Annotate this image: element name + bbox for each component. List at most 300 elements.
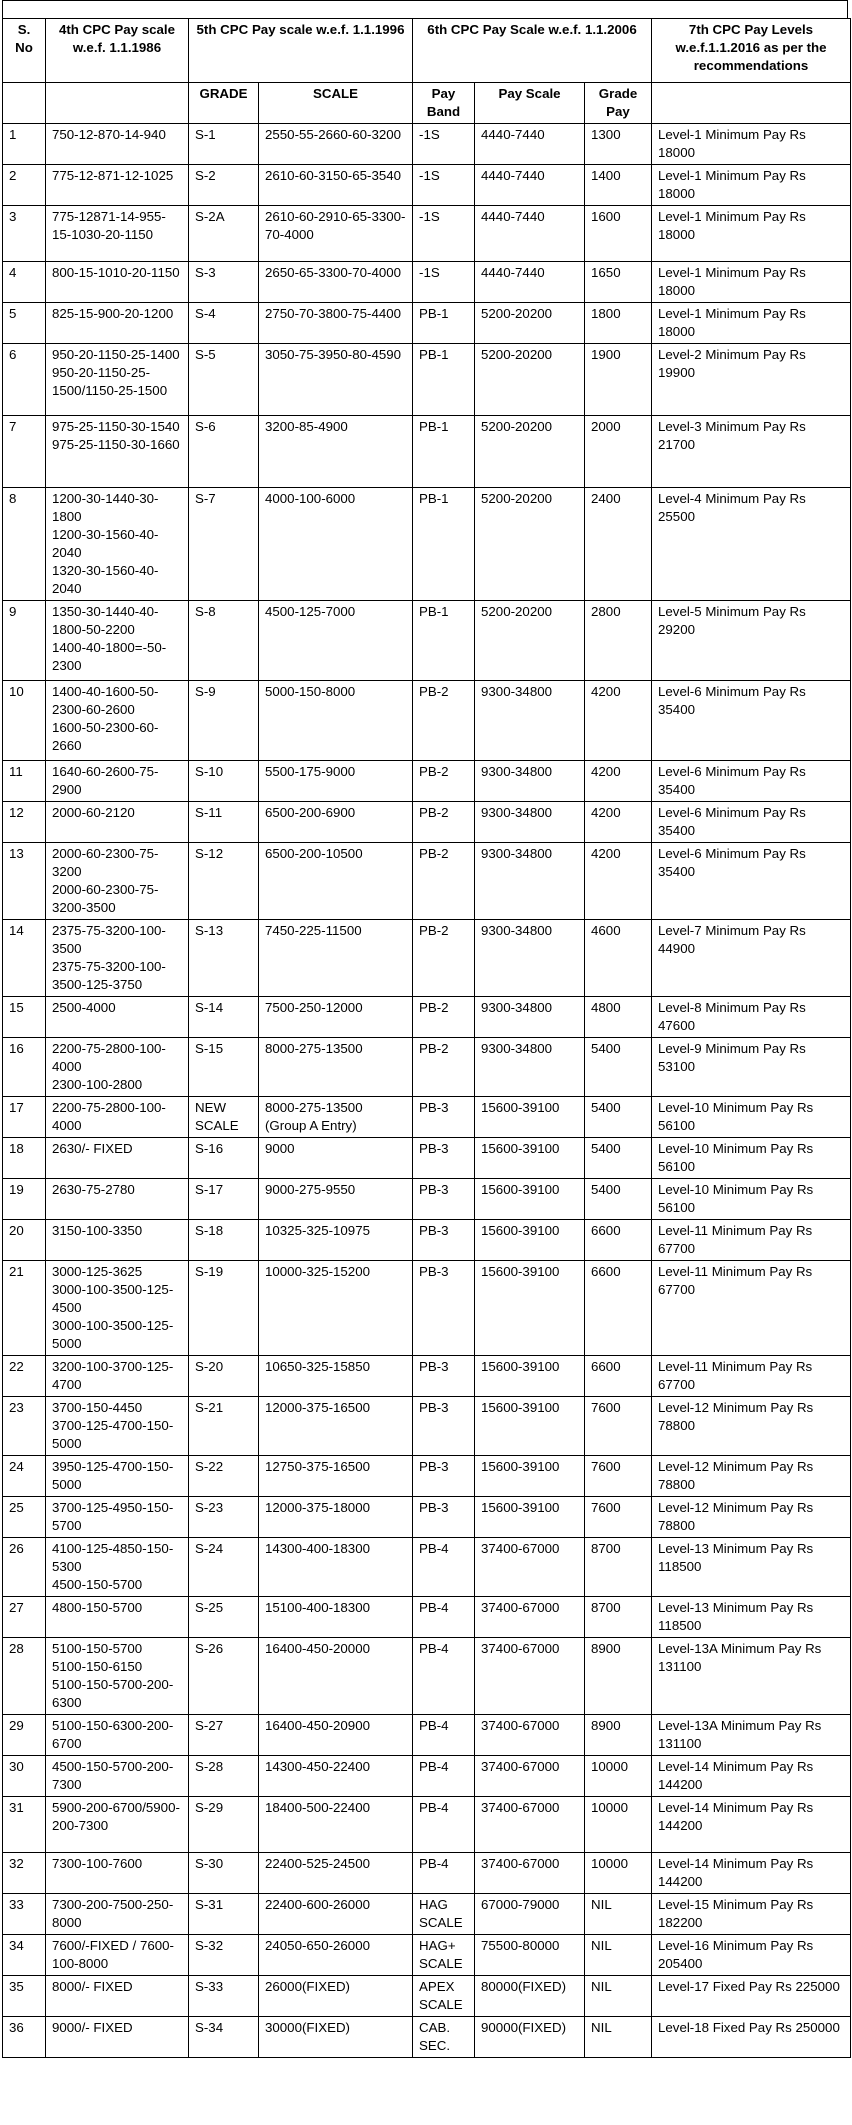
cell-6th-cpc-grade-pay: 1900 xyxy=(585,344,652,416)
cell-6th-cpc-pay-scale: 9300-34800 xyxy=(475,681,585,761)
cell-5th-cpc-grade: S-7 xyxy=(189,488,259,601)
cell-6th-cpc-grade-pay: 7600 xyxy=(585,1497,652,1538)
cell-5th-cpc-grade: S-5 xyxy=(189,344,259,416)
cell-sno: 3 xyxy=(3,206,46,262)
cell-6th-cpc-pay-scale: 15600-39100 xyxy=(475,1356,585,1397)
cell-5th-cpc-grade: S-1 xyxy=(189,124,259,165)
cell-5th-cpc-scale: 4500-125-7000 xyxy=(259,601,413,681)
cell-6th-cpc-pay-band: PB-3 xyxy=(413,1497,475,1538)
cell-6th-cpc-pay-scale: 75500-80000 xyxy=(475,1935,585,1976)
cell-6th-cpc-grade-pay: 1300 xyxy=(585,124,652,165)
table-row xyxy=(3,1097,851,1138)
cell-4th-cpc-scale: 5100-150-5700 5100-150-6150 5100-150-5700-200-6300 xyxy=(46,1638,189,1715)
cell-5th-cpc-grade: S-29 xyxy=(189,1797,259,1853)
table-row xyxy=(3,802,851,843)
cell-6th-cpc-pay-scale: 5200-20200 xyxy=(475,416,585,488)
cell-5th-cpc-grade: S-3 xyxy=(189,262,259,303)
table-row xyxy=(3,165,851,206)
cell-4th-cpc-scale: 3000-125-3625 3000-100-3500-125-4500 3000-100-3500-125-5000 xyxy=(46,1261,189,1356)
cell-5th-cpc-scale: 12750-375-16500 xyxy=(259,1456,413,1497)
cell-7th-cpc-level: Level-1 Minimum Pay Rs 18000 xyxy=(652,165,851,206)
cell-6th-cpc-pay-scale: 4440-7440 xyxy=(475,262,585,303)
cell-6th-cpc-pay-band: PB-4 xyxy=(413,1853,475,1894)
cell-sno: 21 xyxy=(3,1261,46,1356)
cell-5th-cpc-scale: 10650-325-15850 xyxy=(259,1356,413,1397)
header-row xyxy=(3,19,851,83)
cell-5th-cpc-grade: S-31 xyxy=(189,1894,259,1935)
cell-4th-cpc-scale: 3150-100-3350 xyxy=(46,1220,189,1261)
cell-6th-cpc-grade-pay: 4200 xyxy=(585,761,652,802)
cell-6th-cpc-grade-pay: 4800 xyxy=(585,997,652,1038)
cell-4th-cpc-scale: 3200-100-3700-125-4700 xyxy=(46,1356,189,1397)
cell-5th-cpc-scale: 2610-60-2910-65-3300-70-4000 xyxy=(259,206,413,262)
table-row xyxy=(3,1935,851,1976)
cell-5th-cpc-scale: 5000-150-8000 xyxy=(259,681,413,761)
table-row xyxy=(3,1220,851,1261)
cell-6th-cpc-grade-pay: 5400 xyxy=(585,1038,652,1097)
subheader-scale: SCALE xyxy=(259,83,413,124)
cell-6th-cpc-pay-scale: 9300-34800 xyxy=(475,802,585,843)
cell-6th-cpc-grade-pay: 4200 xyxy=(585,681,652,761)
cell-5th-cpc-grade: S-22 xyxy=(189,1456,259,1497)
cell-5th-cpc-grade: S-30 xyxy=(189,1853,259,1894)
cell-4th-cpc-scale: 3700-125-4950-150-5700 xyxy=(46,1497,189,1538)
cell-5th-cpc-scale: 4000-100-6000 xyxy=(259,488,413,601)
cell-5th-cpc-grade: S-8 xyxy=(189,601,259,681)
cell-6th-cpc-pay-band: PB-2 xyxy=(413,843,475,920)
cell-5th-cpc-scale: 8000-275-13500 xyxy=(259,1038,413,1097)
cell-7th-cpc-level: Level-13A Minimum Pay Rs 131100 xyxy=(652,1638,851,1715)
cell-4th-cpc-scale: 2375-75-3200-100-3500 2375-75-3200-100-3500-125-3750 xyxy=(46,920,189,997)
cell-7th-cpc-level: Level-1 Minimum Pay Rs 18000 xyxy=(652,206,851,262)
cell-7th-cpc-level: Level-12 Minimum Pay Rs 78800 xyxy=(652,1397,851,1456)
cell-5th-cpc-scale: 30000(FIXED) xyxy=(259,2017,413,2058)
cell-5th-cpc-scale: 6500-200-10500 xyxy=(259,843,413,920)
cell-5th-cpc-scale: 15100-400-18300 xyxy=(259,1597,413,1638)
cell-4th-cpc-scale: 1400-40-1600-50-2300-60-2600 1600-50-2300-60-2660 xyxy=(46,681,189,761)
cell-6th-cpc-grade-pay: NIL xyxy=(585,1935,652,1976)
cell-6th-cpc-pay-band: PB-4 xyxy=(413,1756,475,1797)
cell-sno: 6 xyxy=(3,344,46,416)
cell-6th-cpc-grade-pay: 6600 xyxy=(585,1220,652,1261)
cell-6th-cpc-pay-band: -1S xyxy=(413,206,475,262)
cell-5th-cpc-grade: S-2A xyxy=(189,206,259,262)
cell-5th-cpc-scale: 7500-250-12000 xyxy=(259,997,413,1038)
cell-7th-cpc-level: Level-11 Minimum Pay Rs 67700 xyxy=(652,1261,851,1356)
cell-5th-cpc-scale: 10000-325-15200 xyxy=(259,1261,413,1356)
cell-sno: 32 xyxy=(3,1853,46,1894)
cell-7th-cpc-level: Level-5 Minimum Pay Rs 29200 xyxy=(652,601,851,681)
cell-4th-cpc-scale: 2500-4000 xyxy=(46,997,189,1038)
cell-6th-cpc-pay-band: PB-4 xyxy=(413,1597,475,1638)
cell-sno: 31 xyxy=(3,1797,46,1853)
cell-7th-cpc-level: Level-6 Minimum Pay Rs 35400 xyxy=(652,761,851,802)
cell-sno: 30 xyxy=(3,1756,46,1797)
cell-4th-cpc-scale: 800-15-1010-20-1150 xyxy=(46,262,189,303)
cell-4th-cpc-scale: 4500-150-5700-200-7300 xyxy=(46,1756,189,1797)
table-row xyxy=(3,1797,851,1853)
cell-6th-cpc-grade-pay: 1650 xyxy=(585,262,652,303)
subheader-empty-4th xyxy=(46,83,189,124)
cell-4th-cpc-scale: 750-12-870-14-940 xyxy=(46,124,189,165)
cell-6th-cpc-pay-band: PB-4 xyxy=(413,1638,475,1715)
cell-5th-cpc-grade: S-12 xyxy=(189,843,259,920)
cell-6th-cpc-pay-band: PB-3 xyxy=(413,1356,475,1397)
table-row xyxy=(3,488,851,601)
cell-5th-cpc-grade: S-28 xyxy=(189,1756,259,1797)
cell-7th-cpc-level: Level-6 Minimum Pay Rs 35400 xyxy=(652,802,851,843)
table-row xyxy=(3,262,851,303)
cell-6th-cpc-grade-pay: 7600 xyxy=(585,1456,652,1497)
table-row xyxy=(3,206,851,262)
header-6th-cpc: 6th CPC Pay Scale w.e.f. 1.1.2006 xyxy=(413,19,652,83)
cell-6th-cpc-pay-scale: 15600-39100 xyxy=(475,1097,585,1138)
cell-7th-cpc-level: Level-9 Minimum Pay Rs 53100 xyxy=(652,1038,851,1097)
cell-4th-cpc-scale: 2630-75-2780 xyxy=(46,1179,189,1220)
cell-6th-cpc-pay-scale: 15600-39100 xyxy=(475,1497,585,1538)
cell-5th-cpc-grade: S-27 xyxy=(189,1715,259,1756)
cell-6th-cpc-pay-scale: 9300-34800 xyxy=(475,1038,585,1097)
table-body xyxy=(3,124,851,2058)
cell-5th-cpc-scale: 16400-450-20000 xyxy=(259,1638,413,1715)
cell-sno: 27 xyxy=(3,1597,46,1638)
table-row xyxy=(3,843,851,920)
cell-5th-cpc-scale: 22400-600-26000 xyxy=(259,1894,413,1935)
cell-6th-cpc-grade-pay: 10000 xyxy=(585,1756,652,1797)
table-row xyxy=(3,1597,851,1638)
table-row xyxy=(3,1456,851,1497)
cell-6th-cpc-pay-band: PB-4 xyxy=(413,1797,475,1853)
cell-6th-cpc-pay-scale: 37400-67000 xyxy=(475,1538,585,1597)
cell-6th-cpc-pay-scale: 37400-67000 xyxy=(475,1853,585,1894)
cell-4th-cpc-scale: 2000-60-2300-75-3200 2000-60-2300-75-3200-3500 xyxy=(46,843,189,920)
subheader-empty-sno xyxy=(3,83,46,124)
cell-7th-cpc-level: Level-13 Minimum Pay Rs 118500 xyxy=(652,1538,851,1597)
cell-5th-cpc-grade: S-11 xyxy=(189,802,259,843)
cell-6th-cpc-pay-scale: 37400-67000 xyxy=(475,1597,585,1638)
cell-5th-cpc-scale: 14300-400-18300 xyxy=(259,1538,413,1597)
cell-6th-cpc-grade-pay: 1600 xyxy=(585,206,652,262)
pay-scale-table-wrapper xyxy=(2,18,850,2058)
cell-6th-cpc-pay-band: PB-1 xyxy=(413,488,475,601)
subheader-empty-7th xyxy=(652,83,851,124)
cell-5th-cpc-scale: 12000-375-16500 xyxy=(259,1397,413,1456)
cell-sno: 13 xyxy=(3,843,46,920)
cell-4th-cpc-scale: 7300-100-7600 xyxy=(46,1853,189,1894)
cell-4th-cpc-scale: 1640-60-2600-75-2900 xyxy=(46,761,189,802)
table-row xyxy=(3,416,851,488)
cell-7th-cpc-level: Level-14 Minimum Pay Rs 144200 xyxy=(652,1756,851,1797)
cell-6th-cpc-pay-scale: 67000-79000 xyxy=(475,1894,585,1935)
cell-5th-cpc-grade: S-32 xyxy=(189,1935,259,1976)
cell-sno: 33 xyxy=(3,1894,46,1935)
cell-sno: 36 xyxy=(3,2017,46,2058)
table-row xyxy=(3,1538,851,1597)
cell-5th-cpc-scale: 2650-65-3300-70-4000 xyxy=(259,262,413,303)
cell-5th-cpc-grade: S-16 xyxy=(189,1138,259,1179)
cell-6th-cpc-pay-band: PB-2 xyxy=(413,920,475,997)
cell-5th-cpc-grade: S-15 xyxy=(189,1038,259,1097)
cell-6th-cpc-grade-pay: 4600 xyxy=(585,920,652,997)
cell-7th-cpc-level: Level-10 Minimum Pay Rs 56100 xyxy=(652,1097,851,1138)
cell-7th-cpc-level: Level-7 Minimum Pay Rs 44900 xyxy=(652,920,851,997)
cell-sno: 7 xyxy=(3,416,46,488)
cell-6th-cpc-pay-band: PB-3 xyxy=(413,1397,475,1456)
table-row xyxy=(3,920,851,997)
cell-5th-cpc-grade: S-10 xyxy=(189,761,259,802)
cell-5th-cpc-scale: 8000-275-13500 (Group A Entry) xyxy=(259,1097,413,1138)
cell-6th-cpc-pay-band: -1S xyxy=(413,262,475,303)
cell-4th-cpc-scale: 2000-60-2120 xyxy=(46,802,189,843)
cell-6th-cpc-grade-pay: 5400 xyxy=(585,1138,652,1179)
cell-5th-cpc-grade: S-13 xyxy=(189,920,259,997)
cell-4th-cpc-scale: 4100-125-4850-150-5300 4500-150-5700 xyxy=(46,1538,189,1597)
cell-5th-cpc-scale: 12000-375-18000 xyxy=(259,1497,413,1538)
cell-5th-cpc-grade: S-14 xyxy=(189,997,259,1038)
cell-6th-cpc-pay-scale: 37400-67000 xyxy=(475,1638,585,1715)
cell-6th-cpc-pay-scale: 15600-39100 xyxy=(475,1261,585,1356)
cell-sno: 11 xyxy=(3,761,46,802)
cell-7th-cpc-level: Level-6 Minimum Pay Rs 35400 xyxy=(652,681,851,761)
cell-6th-cpc-grade-pay: NIL xyxy=(585,1976,652,2017)
cell-6th-cpc-pay-scale: 15600-39100 xyxy=(475,1456,585,1497)
cell-5th-cpc-grade: NEW SCALE xyxy=(189,1097,259,1138)
cell-7th-cpc-level: Level-10 Minimum Pay Rs 56100 xyxy=(652,1138,851,1179)
cell-7th-cpc-level: Level-11 Minimum Pay Rs 67700 xyxy=(652,1220,851,1261)
cell-4th-cpc-scale: 5100-150-6300-200-6700 xyxy=(46,1715,189,1756)
cell-7th-cpc-level: Level-6 Minimum Pay Rs 35400 xyxy=(652,843,851,920)
cell-6th-cpc-pay-band: PB-3 xyxy=(413,1220,475,1261)
cell-sno: 12 xyxy=(3,802,46,843)
cell-6th-cpc-pay-band: PB-1 xyxy=(413,416,475,488)
cell-5th-cpc-scale: 6500-200-6900 xyxy=(259,802,413,843)
cell-7th-cpc-level: Level-14 Minimum Pay Rs 144200 xyxy=(652,1797,851,1853)
cell-6th-cpc-pay-scale: 5200-20200 xyxy=(475,488,585,601)
cell-5th-cpc-grade: S-26 xyxy=(189,1638,259,1715)
cell-7th-cpc-level: Level-3 Minimum Pay Rs 21700 xyxy=(652,416,851,488)
cell-5th-cpc-grade: S-4 xyxy=(189,303,259,344)
cell-6th-cpc-grade-pay: 6600 xyxy=(585,1261,652,1356)
cell-6th-cpc-pay-band: PB-1 xyxy=(413,601,475,681)
cell-5th-cpc-scale: 24050-650-26000 xyxy=(259,1935,413,1976)
subheader-pay-scale: Pay Scale xyxy=(475,83,585,124)
cell-4th-cpc-scale: 775-12-871-12-1025 xyxy=(46,165,189,206)
cell-6th-cpc-grade-pay: 8700 xyxy=(585,1597,652,1638)
cell-4th-cpc-scale: 8000/- FIXED xyxy=(46,1976,189,2017)
table-row xyxy=(3,1179,851,1220)
cell-6th-cpc-pay-band: -1S xyxy=(413,124,475,165)
cell-6th-cpc-pay-scale: 37400-67000 xyxy=(475,1797,585,1853)
cell-sno: 35 xyxy=(3,1976,46,2017)
subheader-grade-pay: Grade Pay xyxy=(585,83,652,124)
cell-6th-cpc-pay-scale: 4440-7440 xyxy=(475,124,585,165)
pay-scale-table xyxy=(2,18,851,2058)
cell-6th-cpc-grade-pay: 5400 xyxy=(585,1179,652,1220)
cell-5th-cpc-grade: S-19 xyxy=(189,1261,259,1356)
cell-6th-cpc-pay-band: PB-3 xyxy=(413,1261,475,1356)
cell-7th-cpc-level: Level-16 Minimum Pay Rs 205400 xyxy=(652,1935,851,1976)
cell-5th-cpc-scale: 22400-525-24500 xyxy=(259,1853,413,1894)
cell-6th-cpc-pay-scale: 15600-39100 xyxy=(475,1138,585,1179)
cell-6th-cpc-grade-pay: 1800 xyxy=(585,303,652,344)
table-row xyxy=(3,1853,851,1894)
header-5th-cpc: 5th CPC Pay scale w.e.f. 1.1.1996 xyxy=(189,19,413,83)
cell-sno: 18 xyxy=(3,1138,46,1179)
cell-7th-cpc-level: Level-1 Minimum Pay Rs 18000 xyxy=(652,303,851,344)
table-row xyxy=(3,1976,851,2017)
cell-6th-cpc-pay-band: -1S xyxy=(413,165,475,206)
cell-5th-cpc-grade: S-18 xyxy=(189,1220,259,1261)
cell-sno: 24 xyxy=(3,1456,46,1497)
cell-5th-cpc-grade: S-17 xyxy=(189,1179,259,1220)
table-row xyxy=(3,1261,851,1356)
cell-6th-cpc-pay-scale: 15600-39100 xyxy=(475,1179,585,1220)
cell-5th-cpc-grade: S-20 xyxy=(189,1356,259,1397)
header-sno: S. No xyxy=(3,19,46,83)
cell-7th-cpc-level: Level-4 Minimum Pay Rs 25500 xyxy=(652,488,851,601)
cell-4th-cpc-scale: 4800-150-5700 xyxy=(46,1597,189,1638)
cell-6th-cpc-grade-pay: 10000 xyxy=(585,1853,652,1894)
cell-7th-cpc-level: Level-13 Minimum Pay Rs 118500 xyxy=(652,1597,851,1638)
cell-5th-cpc-grade: S-9 xyxy=(189,681,259,761)
cell-6th-cpc-pay-band: PB-2 xyxy=(413,1038,475,1097)
cell-5th-cpc-scale: 16400-450-20900 xyxy=(259,1715,413,1756)
cell-7th-cpc-level: Level-11 Minimum Pay Rs 67700 xyxy=(652,1356,851,1397)
cell-5th-cpc-grade: S-21 xyxy=(189,1397,259,1456)
subheader-pay-band: Pay Band xyxy=(413,83,475,124)
table-row xyxy=(3,761,851,802)
cell-4th-cpc-scale: 975-25-1150-30-1540 975-25-1150-30-1660 xyxy=(46,416,189,488)
table-top-border xyxy=(2,0,848,18)
cell-6th-cpc-pay-band: PB-3 xyxy=(413,1179,475,1220)
cell-sno: 5 xyxy=(3,303,46,344)
cell-6th-cpc-pay-band: APEX SCALE xyxy=(413,1976,475,2017)
cell-6th-cpc-pay-scale: 90000(FIXED) xyxy=(475,2017,585,2058)
cell-4th-cpc-scale: 2200-75-2800-100-4000 xyxy=(46,1097,189,1138)
cell-7th-cpc-level: Level-1 Minimum Pay Rs 18000 xyxy=(652,262,851,303)
table-row xyxy=(3,1497,851,1538)
cell-4th-cpc-scale: 2200-75-2800-100-4000 2300-100-2800 xyxy=(46,1038,189,1097)
table-row xyxy=(3,1038,851,1097)
cell-5th-cpc-grade: S-6 xyxy=(189,416,259,488)
cell-sno: 28 xyxy=(3,1638,46,1715)
cell-sno: 10 xyxy=(3,681,46,761)
cell-5th-cpc-scale: 2550-55-2660-60-3200 xyxy=(259,124,413,165)
cell-6th-cpc-pay-band: PB-2 xyxy=(413,997,475,1038)
cell-5th-cpc-scale: 26000(FIXED) xyxy=(259,1976,413,2017)
cell-7th-cpc-level: Level-13A Minimum Pay Rs 131100 xyxy=(652,1715,851,1756)
cell-6th-cpc-grade-pay: 4200 xyxy=(585,802,652,843)
cell-7th-cpc-level: Level-15 Minimum Pay Rs 182200 xyxy=(652,1894,851,1935)
cell-6th-cpc-grade-pay: NIL xyxy=(585,1894,652,1935)
cell-6th-cpc-grade-pay: 6600 xyxy=(585,1356,652,1397)
cell-sno: 19 xyxy=(3,1179,46,1220)
cell-sno: 23 xyxy=(3,1397,46,1456)
cell-5th-cpc-scale: 18400-500-22400 xyxy=(259,1797,413,1853)
cell-6th-cpc-pay-band: PB-1 xyxy=(413,344,475,416)
cell-sno: 4 xyxy=(3,262,46,303)
cell-7th-cpc-level: Level-1 Minimum Pay Rs 18000 xyxy=(652,124,851,165)
cell-6th-cpc-pay-band: PB-2 xyxy=(413,802,475,843)
cell-6th-cpc-grade-pay: 10000 xyxy=(585,1797,652,1853)
cell-6th-cpc-grade-pay: NIL xyxy=(585,2017,652,2058)
cell-6th-cpc-pay-scale: 5200-20200 xyxy=(475,601,585,681)
cell-6th-cpc-pay-band: PB-3 xyxy=(413,1138,475,1179)
cell-4th-cpc-scale: 5900-200-6700/5900-200-7300 xyxy=(46,1797,189,1853)
cell-6th-cpc-pay-band: PB-2 xyxy=(413,681,475,761)
cell-7th-cpc-level: Level-12 Minimum Pay Rs 78800 xyxy=(652,1497,851,1538)
cell-5th-cpc-grade: S-34 xyxy=(189,2017,259,2058)
table-row xyxy=(3,1715,851,1756)
cell-5th-cpc-scale: 7450-225-11500 xyxy=(259,920,413,997)
cell-5th-cpc-scale: 2610-60-3150-65-3540 xyxy=(259,165,413,206)
cell-5th-cpc-scale: 10325-325-10975 xyxy=(259,1220,413,1261)
cell-sno: 34 xyxy=(3,1935,46,1976)
cell-6th-cpc-pay-band: PB-3 xyxy=(413,1097,475,1138)
table-row xyxy=(3,997,851,1038)
cell-4th-cpc-scale: 775-12871-14-955-15-1030-20-1150 xyxy=(46,206,189,262)
table-row xyxy=(3,1356,851,1397)
cell-sno: 20 xyxy=(3,1220,46,1261)
cell-6th-cpc-pay-scale: 9300-34800 xyxy=(475,843,585,920)
table-row xyxy=(3,1756,851,1797)
cell-sno: 25 xyxy=(3,1497,46,1538)
cell-5th-cpc-grade: S-25 xyxy=(189,1597,259,1638)
cell-4th-cpc-scale: 2630/- FIXED xyxy=(46,1138,189,1179)
cell-5th-cpc-scale: 3050-75-3950-80-4590 xyxy=(259,344,413,416)
cell-6th-cpc-pay-scale: 80000(FIXED) xyxy=(475,1976,585,2017)
cell-4th-cpc-scale: 1200-30-1440-30-1800 1200-30-1560-40-2040 1320-30-1560-40-2040 xyxy=(46,488,189,601)
cell-6th-cpc-pay-band: CAB. SEC. xyxy=(413,2017,475,2058)
subheader-row xyxy=(3,83,851,124)
cell-6th-cpc-grade-pay: 8700 xyxy=(585,1538,652,1597)
cell-6th-cpc-pay-scale: 9300-34800 xyxy=(475,920,585,997)
cell-4th-cpc-scale: 1350-30-1440-40-1800-50-2200 1400-40-1800=-50-2300 xyxy=(46,601,189,681)
cell-5th-cpc-grade: S-2 xyxy=(189,165,259,206)
cell-5th-cpc-scale: 9000 xyxy=(259,1138,413,1179)
cell-6th-cpc-grade-pay: 7600 xyxy=(585,1397,652,1456)
cell-7th-cpc-level: Level-18 Fixed Pay Rs 250000 xyxy=(652,2017,851,2058)
cell-sno: 22 xyxy=(3,1356,46,1397)
cell-6th-cpc-pay-scale: 9300-34800 xyxy=(475,761,585,802)
table-row xyxy=(3,124,851,165)
header-4th-cpc: 4th CPC Pay scale w.e.f. 1.1.1986 xyxy=(46,19,189,83)
cell-5th-cpc-grade: S-24 xyxy=(189,1538,259,1597)
cell-7th-cpc-level: Level-8 Minimum Pay Rs 47600 xyxy=(652,997,851,1038)
cell-5th-cpc-grade: S-23 xyxy=(189,1497,259,1538)
cell-sno: 15 xyxy=(3,997,46,1038)
cell-6th-cpc-pay-scale: 37400-67000 xyxy=(475,1715,585,1756)
cell-6th-cpc-pay-scale: 4440-7440 xyxy=(475,165,585,206)
cell-sno: 16 xyxy=(3,1038,46,1097)
cell-5th-cpc-grade: S-33 xyxy=(189,1976,259,2017)
table-row xyxy=(3,1397,851,1456)
cell-sno: 26 xyxy=(3,1538,46,1597)
cell-4th-cpc-scale: 3950-125-4700-150-5000 xyxy=(46,1456,189,1497)
header-7th-cpc: 7th CPC Pay Levels w.e.f.1.1.2016 as per the recommendations xyxy=(652,19,851,83)
cell-5th-cpc-scale: 5500-175-9000 xyxy=(259,761,413,802)
cell-6th-cpc-grade-pay: 5400 xyxy=(585,1097,652,1138)
table-row xyxy=(3,2017,851,2058)
cell-5th-cpc-scale: 3200-85-4900 xyxy=(259,416,413,488)
cell-7th-cpc-level: Level-14 Minimum Pay Rs 144200 xyxy=(652,1853,851,1894)
table-row xyxy=(3,303,851,344)
cell-6th-cpc-pay-band: PB-4 xyxy=(413,1715,475,1756)
cell-7th-cpc-level: Level-2 Minimum Pay Rs 19900 xyxy=(652,344,851,416)
cell-6th-cpc-pay-scale: 37400-67000 xyxy=(475,1756,585,1797)
cell-7th-cpc-level: Level-12 Minimum Pay Rs 78800 xyxy=(652,1456,851,1497)
cell-sno: 9 xyxy=(3,601,46,681)
